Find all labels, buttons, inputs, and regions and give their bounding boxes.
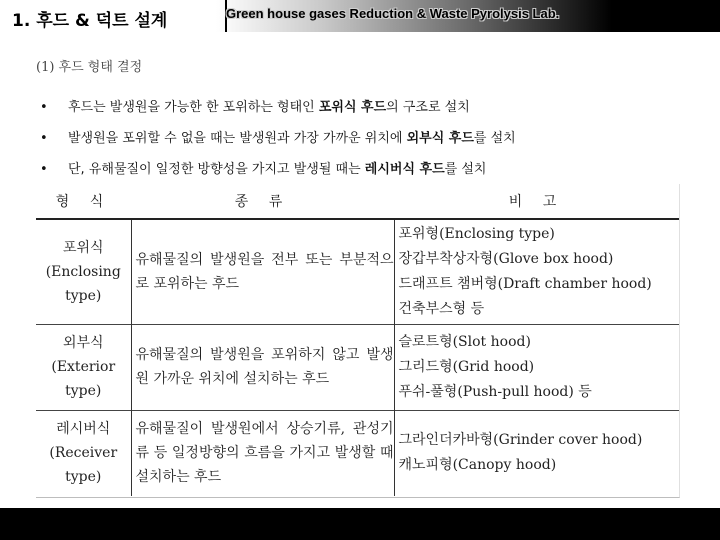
bullet-text-end: 를 설치	[444, 162, 487, 177]
note-line: 슬로트형(Slot hood)	[398, 333, 531, 350]
kind-cell: 유해물질의 발생원을 포위하지 않고 발생원 가까운 위치에 설치하는 후드	[131, 324, 394, 410]
type-english: (Enclosing	[45, 263, 121, 280]
type-name: 외부식	[62, 335, 104, 351]
table-row	[36, 410, 679, 496]
type-cell	[36, 324, 131, 410]
footer-lab-name: Green house gases Reduction & Waste Pyrolysis Lab.	[226, 6, 560, 21]
footer-bar	[0, 508, 720, 540]
hood-type-table-image	[36, 184, 680, 498]
column-header-notes: 비 고	[394, 184, 679, 219]
notes-cell	[394, 324, 679, 410]
column-header-kind: 종 류	[131, 184, 394, 219]
note-line: 포위형(Enclosing type)	[398, 225, 555, 242]
hood-type-table	[36, 184, 679, 496]
note-line: 그라인더카바형(Grinder cover hood)	[398, 432, 643, 449]
bullet-marker: •	[40, 100, 48, 115]
type-name: 포위식	[62, 239, 104, 256]
table-row	[36, 219, 679, 324]
bullet-text-end: 의 구조로 설치	[386, 100, 470, 115]
table-header-row	[36, 184, 679, 219]
kind-cell: 유해물질의 발생원을 전부 또는 부분적으로 포위하는 후드	[131, 219, 394, 324]
bullet-item	[40, 92, 516, 123]
note-line: 건축부스형 등	[398, 300, 485, 317]
column-header-type: 형 식	[36, 184, 131, 219]
note-line: 캐노피형(Canopy hood)	[398, 457, 557, 474]
type-cell	[36, 410, 131, 496]
notes-cell	[394, 219, 679, 324]
type-english-suffix: type)	[65, 383, 102, 399]
kind-cell: 유해물질이 발생원에서 상승기류, 관성기류 등 일정방향의 흐름을 가지고 발생할 때 설치하는 후드	[131, 410, 394, 496]
bullet-list	[40, 92, 516, 185]
type-english: (Receiver	[49, 445, 118, 462]
section-heading: (1) 후드 형태 결정	[36, 60, 143, 75]
table-row	[36, 324, 679, 410]
bullet-emphasis: 레시버식 후드	[364, 162, 445, 177]
bullet-emphasis: 외부식 후드	[406, 131, 474, 146]
type-name: 레시버식	[56, 421, 111, 438]
bullet-text: 단, 유해물질이 일정한 방향성을 가지고 발생될 때는	[68, 162, 365, 177]
type-english-suffix: type)	[65, 469, 102, 486]
bullet-text: 후드는 발생원을 가능한 한 포위하는 형태인	[68, 100, 319, 115]
notes-cell	[394, 410, 679, 496]
bullet-marker: •	[40, 162, 48, 177]
slide-title: 1. 후드 & 덕트 설계	[12, 11, 168, 31]
bullet-emphasis: 포위식 후드	[318, 100, 387, 115]
bullet-text: 발생원을 포위할 수 없을 때는 발생원과 가장 가까운 위치에	[68, 131, 407, 146]
note-line: 푸쉬-풀형(Push-pull hood) 등	[398, 383, 592, 400]
bullet-item	[40, 123, 516, 154]
bullet-text-end: 를 설치	[473, 131, 516, 146]
bullet-marker: •	[40, 131, 48, 146]
type-cell	[36, 219, 131, 324]
bullet-item	[40, 154, 516, 185]
type-english: (Exterior	[51, 359, 116, 375]
note-line: 그리드형(Grid hood)	[398, 358, 535, 375]
note-line: 드래프트 챔버형(Draft chamber hood)	[398, 275, 652, 292]
note-line: 장갑부착상자형(Glove box hood)	[398, 250, 614, 267]
type-english-suffix: type)	[65, 287, 102, 304]
